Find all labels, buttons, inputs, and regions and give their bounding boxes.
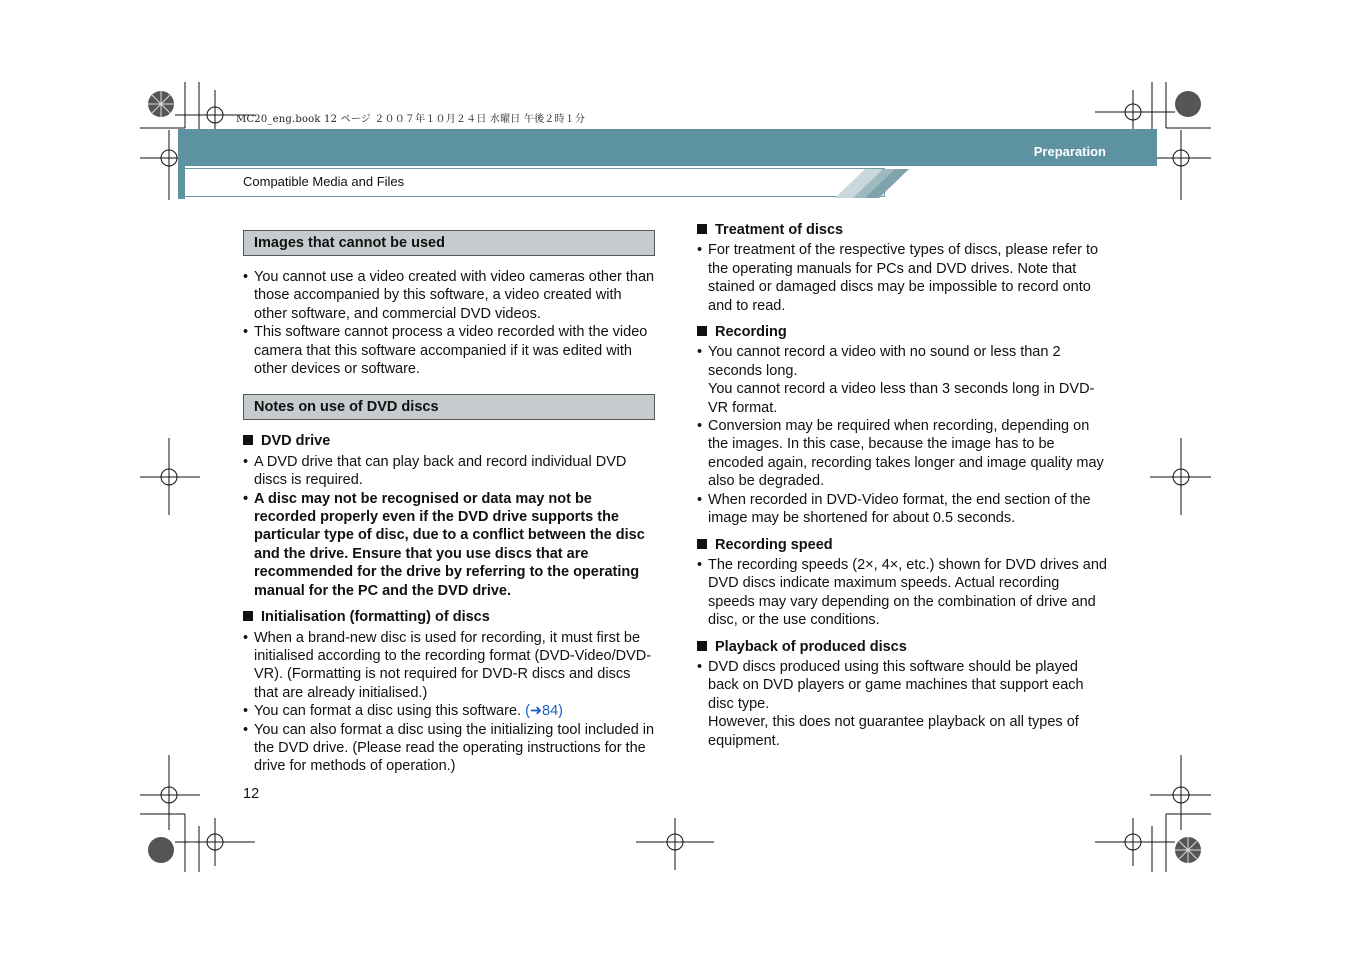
init-list [243,629,655,776]
list-item: • A DVD drive that can play back and record individual DVD discs is required. [243,453,627,489]
drive-heading: DVD drive [243,432,655,450]
square-bullet-icon [697,641,707,651]
list-item: • You can also format a disc using the initializing tool included in the DVD drive. (Please read the operating instructions for the drive for methods of operation.) [243,721,655,775]
square-bullet-icon [243,435,253,445]
recording-heading: Recording [697,323,1109,341]
square-bullet-icon [697,224,707,234]
treatment-heading: Treatment of discs [697,221,1109,239]
square-bullet-icon [243,611,253,621]
list-item: • The recording speeds (2×, 4×, etc.) shown for DVD drives and DVD discs indicate maximum speeds. Actual recording speeds may vary depending on the combination of drive and disc, or the use conditions. [697,556,1107,629]
playback-list [697,658,1109,750]
print-info: MC20_eng.book 12 ページ ２００７年１０月２４日 水曜日 午後２時１分 [236,114,586,125]
section-label: Preparation [1033,144,1106,159]
dvd-heading: Notes on use of DVD discs [243,394,655,420]
treatment-list [697,241,1109,315]
list-item: • You can format a disc using this software. (➜84) [243,703,564,720]
header-band [178,129,1157,166]
square-bullet-icon [697,539,707,549]
list-item: • When a brand-new disc is used for recording, it must first be initialised according to the recording format (DVD-Video/DVD-VR). (Formatting is not required for DVD-R discs and discs that are already initialised.) [243,629,652,701]
page-number: 12 [243,786,260,802]
images-list [243,268,655,378]
square-bullet-icon [697,326,707,336]
header-stripes-decoration [835,169,915,199]
recording-list [697,343,1109,527]
list-item: • This software cannot process a video recorded with the video camera that this software accompanied if it was edited with other devices or software. [243,324,648,378]
list-item: • You cannot record a video with no sound or less than 2 seconds long. You cannot record a video less than 3 seconds long in DVD-VR format. [697,344,1095,416]
list-item-warning: • A disc may not be recognised or data may not be recorded properly even if the DVD drive supports the particular type of disc, due to a conflict between the disc and the drive. Ensure that you use discs that are recommended for the drive by referring to the operating manual for the PC and the DVD drive. [243,490,645,599]
page-subtitle: Compatible Media and Files [243,174,405,189]
list-item: • Conversion may be required when recording, depending on the images. In this case, because the image has to be encoded again, recording takes longer and image quality may also be degraded. [697,418,1104,490]
list-item: • When recorded in DVD-Video format, the end section of the image may be shortened for about 0.5 seconds. [697,491,1091,527]
speed-heading: Recording speed [697,536,1109,554]
playback-heading: Playback of produced discs [697,638,1109,656]
init-heading: Initialisation (formatting) of discs [243,608,655,626]
speed-list [697,556,1109,630]
list-item: • DVD discs produced using this software should be played back on DVD players or game machines that support each disc type. However, this does not guarantee playback on all types of equipment. [697,658,1084,749]
left-column [243,230,655,776]
right-column [697,221,1109,750]
images-heading: Images that cannot be used [243,230,655,256]
list-item: • You cannot use a video created with video cameras other than those accompanied by this software, a video created with other software, and commercial DVD videos. [243,269,655,322]
page-reference-link[interactable]: (➜84) [525,703,564,720]
list-item: • For treatment of the respective types of discs, please refer to the operating manuals for PCs and DVD drives. Note that stained or damaged discs may be impossible to record onto and to read. [697,242,1099,314]
drive-list [243,453,655,600]
